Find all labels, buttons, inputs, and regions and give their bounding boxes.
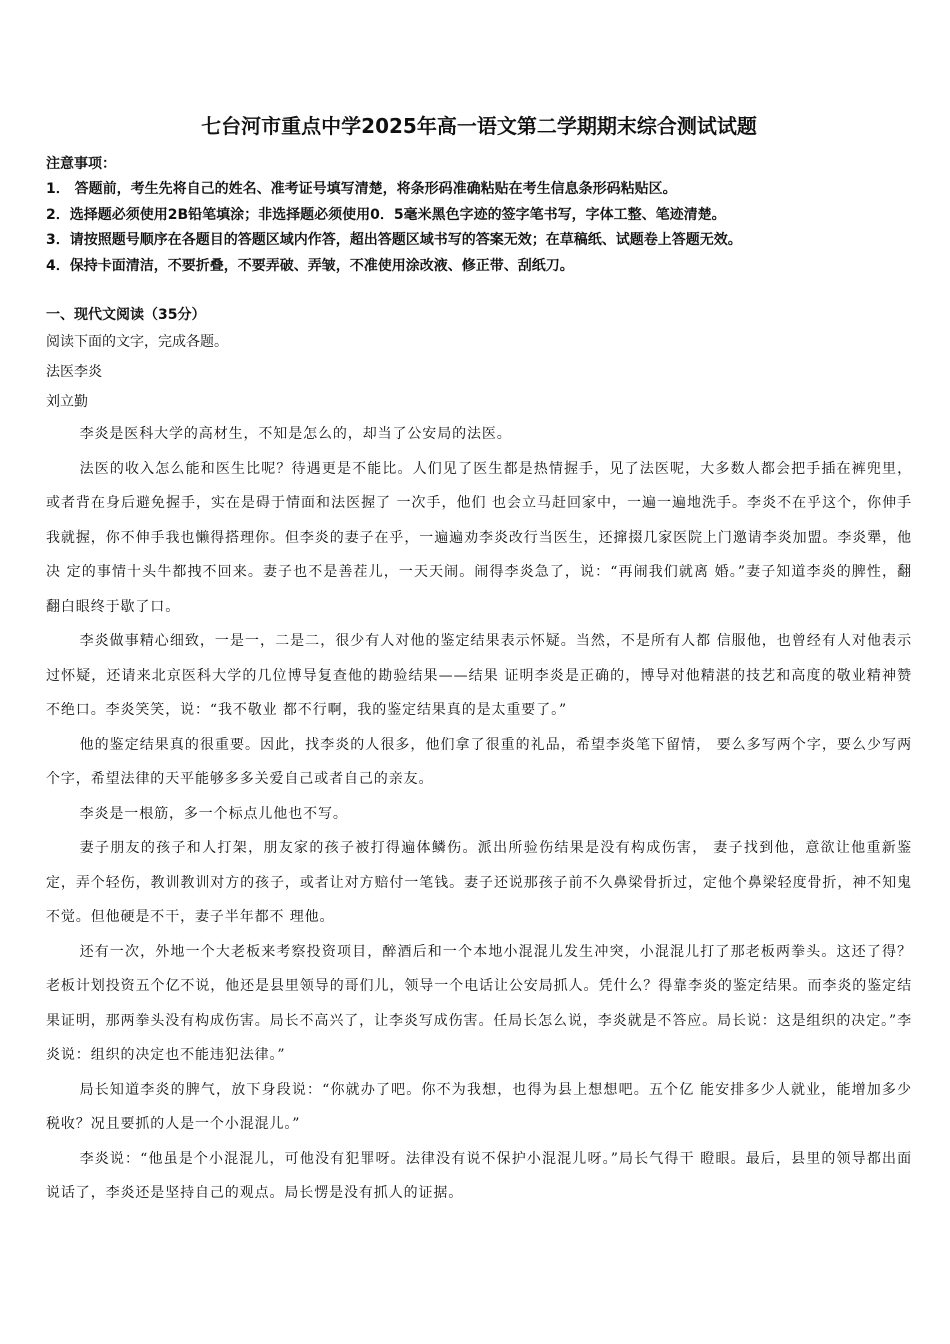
notice-item-2: 2．选择题必须使用2B铅笔填涂；非选择题必须使用0．5毫米黑色字迹的签字笔书写，字体工整、笔迹清楚。: [46, 206, 726, 223]
article-paragraph: 李炎说：“他虽是个小混混儿，可他没有犯罪呀。法律没有说不保护小混混儿呀。”局长气得干 瞪眼。最后，县里的领导都出面说话了，李炎还是坚持自己的观点。局长愣是没有抓人的证据。: [46, 1150, 912, 1201]
article-paragraph: 李炎是一根筋，多一个标点儿他也不写。: [79, 805, 348, 822]
page-title: 七台河市重点中学2025年高一语文第二学期期末综合测试试题: [201, 114, 757, 138]
notice-item-4: 4．保持卡面清洁，不要折叠，不要弄破、弄皱，不准使用涂改液、修正带、刮纸刀。: [46, 257, 574, 274]
article-paragraph: 他的鉴定结果真的很重要。因此，找李炎的人很多，他们拿了很重的礼品，希望李炎笔下留情， 要么多写两个字，要么少写两个字，希望法律的天平能够多多关爱自己或者自己的亲友。: [46, 736, 912, 787]
article-paragraph: 局长知道李炎的脾气，放下身段说：“你就办了吧。你不为我想，也得为县上想想吧。五个亿 能安排多少人就业，能增加多少税收？况且要抓的人是一个小混混儿。”: [46, 1081, 912, 1132]
notice-item-3: 3．请按照题号顺序在各题目的答题区域内作答，超出答题区域书写的答案无效；在草稿纸、试题卷上答题无效。: [46, 232, 742, 248]
article-author: 刘立勤: [46, 394, 88, 410]
article-paragraph: 李炎是医科大学的高材生，不知是怎么的，却当了公安局的法医。: [79, 426, 512, 442]
article-paragraph: 李炎做事精心细致，一是一，二是二，很少有人对他的鉴定结果表示怀疑。当然，不是所有人都 信服他，也曾经有人对他表示过怀疑，还请来北京医科大学的几位博导复查他的勘验结果——结果 证明李炎是正确的，博导对他精湛的技艺和高度的敬业精神赞不绝口。李炎笑笑，说：“我不敬业 都不行啊，我的鉴定结果真的是太重要了。”: [46, 633, 912, 718]
article-paragraph: 还有一次，外地一个大老板来考察投资项目，醉酒后和一个本地小混混儿发生冲突，小混混儿打了那老板两拳头。这还了得？老板计划投资五个亿不说，他还是县里领导的哥们儿，领导一个电话让公安局抓人。凭什么？得靠李炎的鉴定结果。而李炎的鉴定结果证明，那两拳头没有构成伤害。局长不高兴了，让李炎写成伤害。任局长怎么说，李炎就是不答应。局长说：这是组织的决定。”李炎说：组织的决定也不能违犯法律。”: [46, 943, 912, 1063]
section-instruction: 阅读下面的文字，完成各题。: [46, 334, 228, 350]
article-body: [46, 417, 912, 1211]
article-title: 法医李炎: [46, 364, 102, 380]
section-heading: 一、现代文阅读（35分）: [46, 307, 206, 323]
article-paragraph: 法医的收入怎么能和医生比呢？待遇更是不能比。人们见了医生都是热情握手，见了法医呢，大多数人都会把手插在裤兜里，或者背在身后避免握手，实在是碍于情面和法医握了 一次手，他们 也会立马赶回家中，一遍一遍地洗手。李炎不在乎这个，你伸手我就握，你不伸手我也懒得搭理你。但李炎的妻子在乎，一遍遍劝李炎改行当医生，还撺掇几家医院上门邀请李炎加盟。李炎犟，他决 定的事情十头牛都拽不回来。妻子也不是善茬儿，一天天闹。闹得李炎急了，说：“再闹我们就离 婚。”妻子知道李炎的脾性，翻翻白眼终于歇了口。: [46, 460, 912, 615]
notice-block: [46, 152, 912, 279]
reading-section: [46, 303, 912, 1211]
notice-heading: 注意事项：: [46, 156, 116, 172]
article-paragraph: 妻子朋友的孩子和人打架，朋友家的孩子被打得遍体鳞伤。派出所验伤结果是没有构成伤害， 妻子找到他，意欲让他重新鉴定，弄个轻伤，教训教训对方的孩子，或者让对方赔付一笔钱。妻子还说那孩子前不久鼻梁骨折过，定他个鼻梁轻度骨折，神不知鬼不觉。但他硬是不干，妻子半年都不 理他。: [46, 840, 912, 925]
notice-item-1: 1． 答题前，考生先将自己的姓名、准考证号填写清楚，将条形码准确粘贴在考生信息条形码粘贴区。: [46, 181, 677, 197]
